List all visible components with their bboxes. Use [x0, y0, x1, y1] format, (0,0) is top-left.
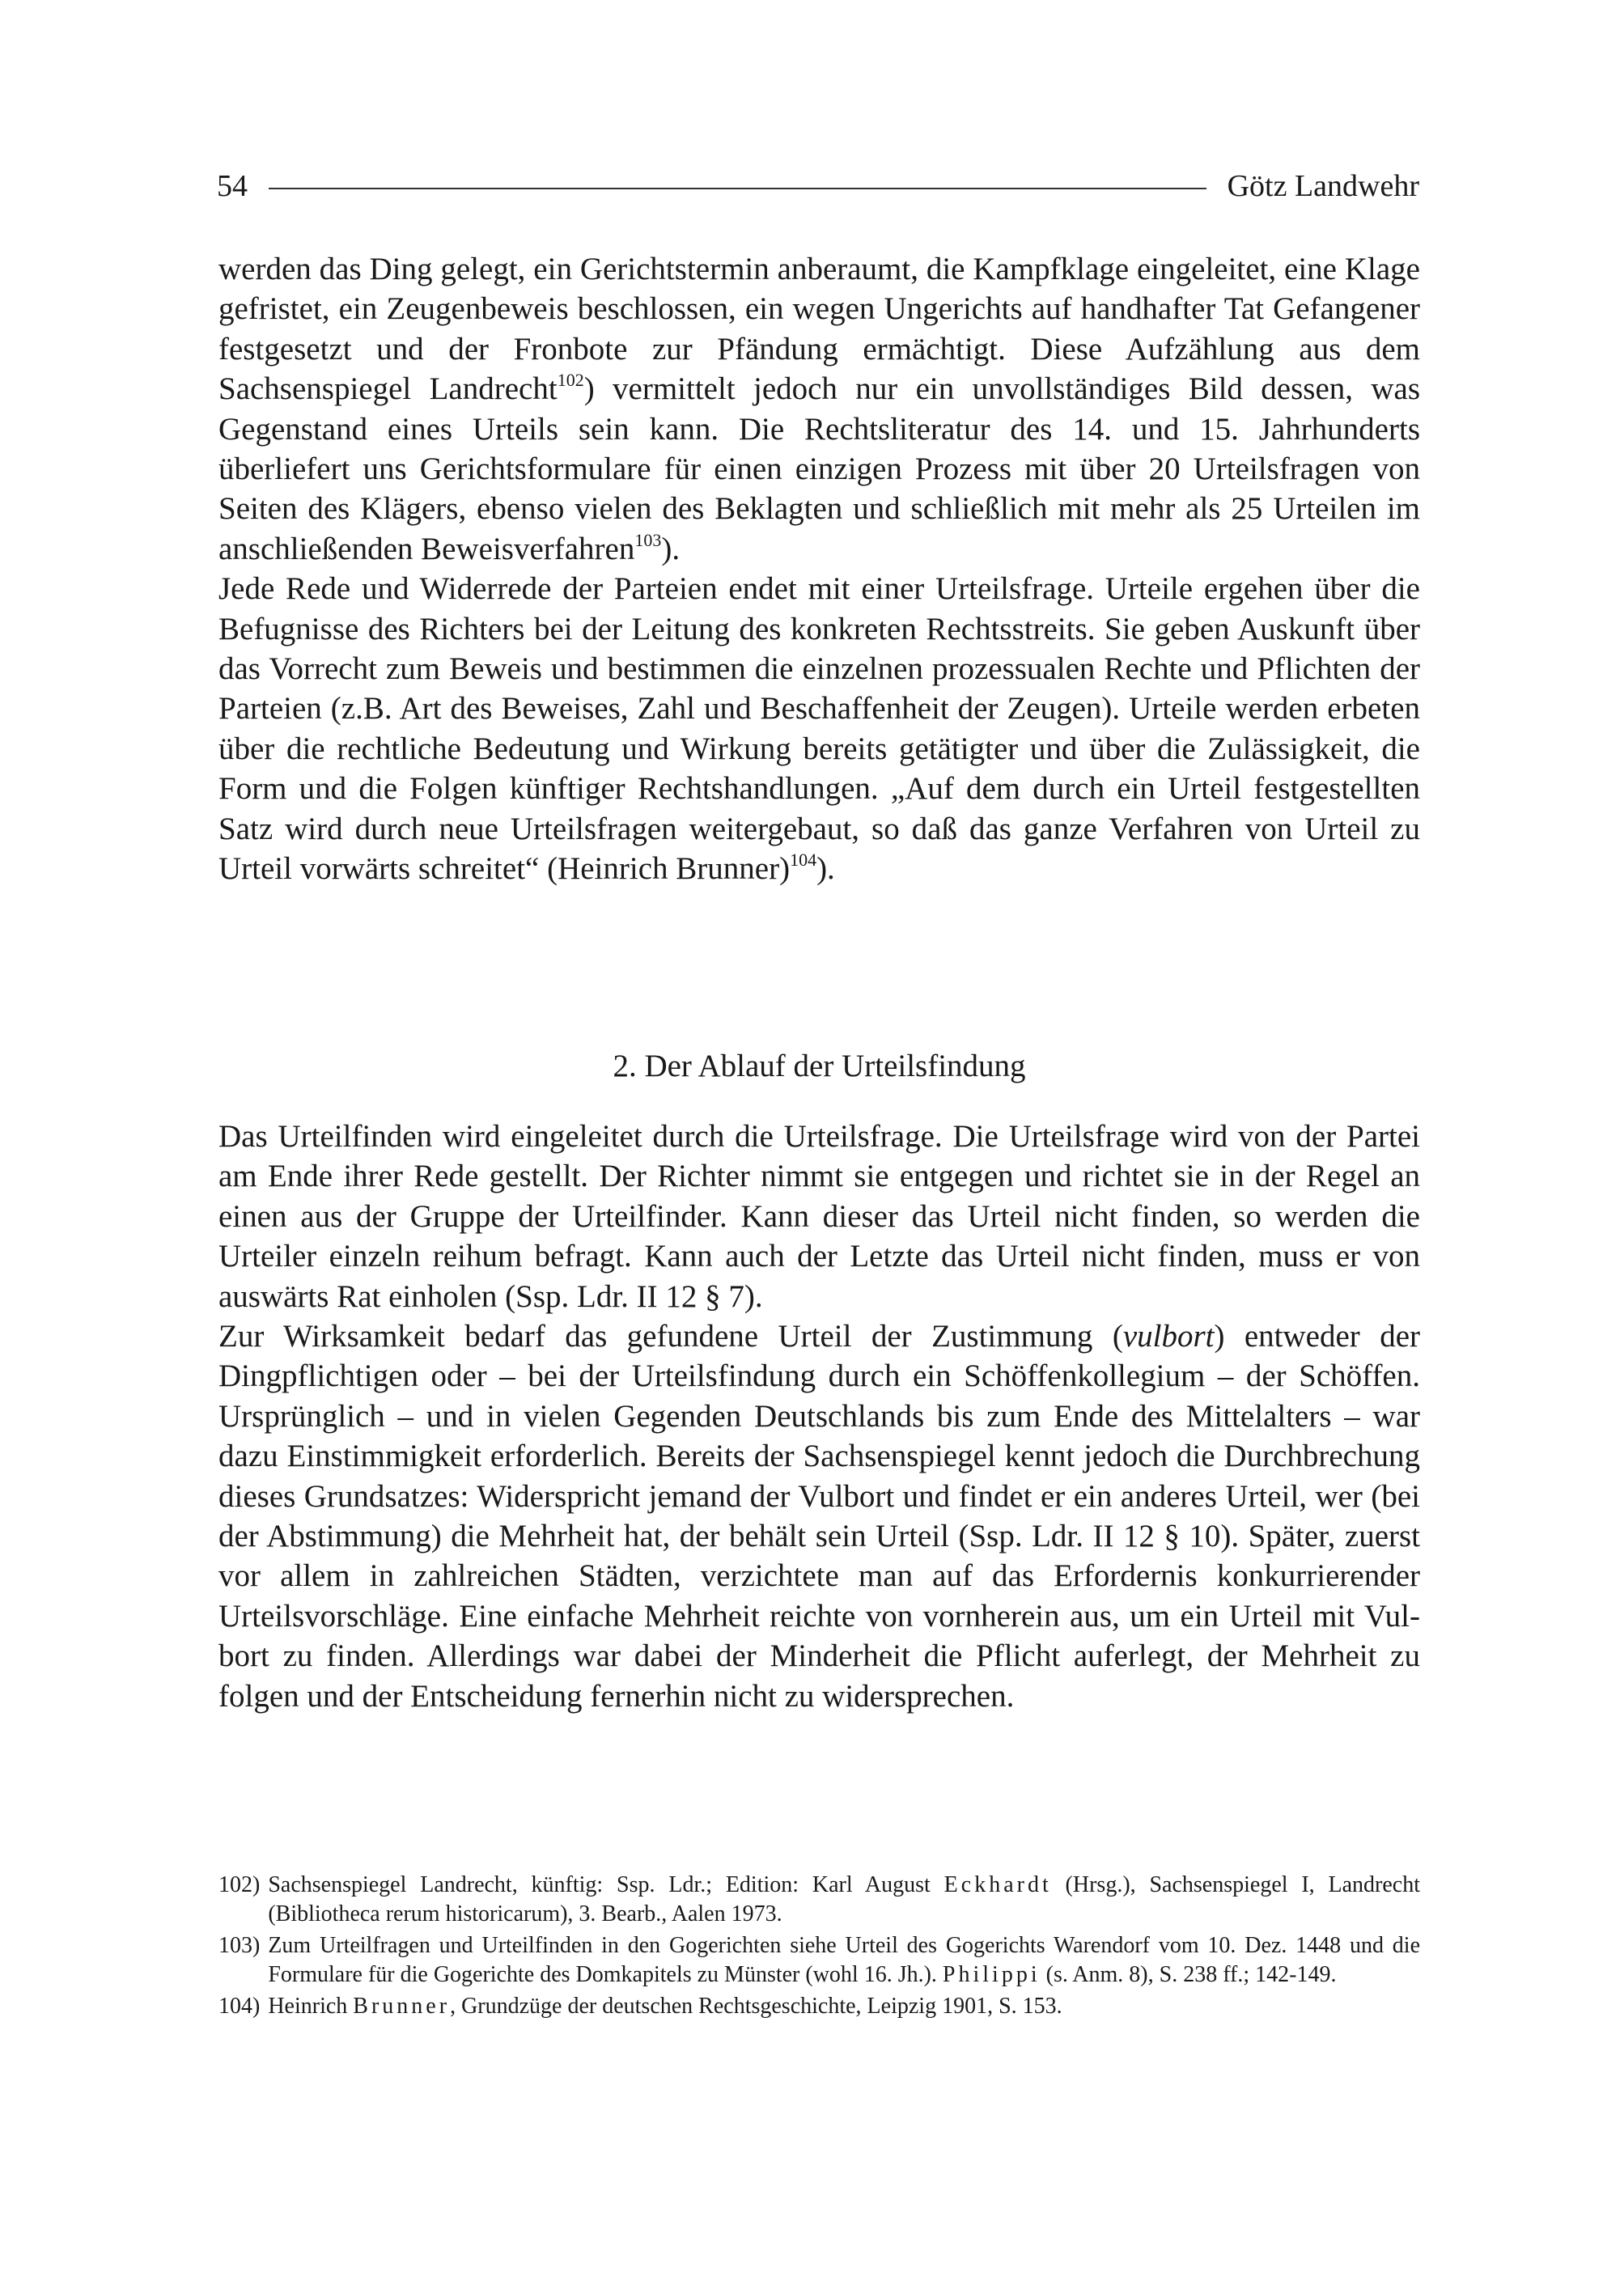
- paragraph-2-text-a: Jede Rede und Widerrede der Parteien endet mit einer Urteilsfrage. Urteile ergehen über die Befugnisse des Richters bei der Leitung des konkreten Rechtsstreits. Sie geben Auskunft über das Vorrecht zum Beweis und bestimmen die einzelnen prozessualen Rechte und Pflichten der Parteien (z.B. Art des Beweises, Zahl und Beschaffenheit der Zeugen). Urteile werden erbeten über die rechtliche Bedeutung und Wirkung bereits getätigter und über die Zulässigkeit, die Form und die Folgen künftiger Rechtshandlungen. „Auf dem durch ein Urteil festgestellten Satz wird durch neue Urteilsfragen weitergebaut, so daß das ganze Verfahren von Urteil zu Urteil vorwärts schreitet“ (Heinrich Brunner): [218, 571, 1420, 887]
- paragraph-4-text-b: ) entweder der Dingpflichtigen oder – bei der Urteilsfindung durch ein Schöffenkollegium – der Schöffen. Ursprünglich – und in vielen Gegenden Deutschlands bis zum Ende des Mittelalters – war dazu Einstimmigkeit erforderlich. Bereits der Sachsenspiegel kennt jedoch die Durchbrechung dieses Grundsatzes: Widerspricht jemand der Vulbort und findet er ein anderes Urteil, wer (bei der Abstimmung) die Mehrheit hat, der behält sein Urteil (Ssp. Ldr. II 12 § 10). Später, zuerst vor allem in zahlreichen Städten, verzichtete man auf das Erfordernis konkurrierender Urteilsvorschläge. Eine einfache Mehrheit reichte von vornherein aus, um ein Urteil mit Vulbort zu finden. Allerdings war dabei der Minderheit die Pflicht auferlegt, der Mehrheit zu folgen und der Entscheidung fernerhin nicht zu widersprechen.: [218, 1319, 1420, 1714]
- footnote-text-a: Sachsenspiegel Landrecht, künftig: Ssp. Ldr.; Edition: Karl August: [268, 1872, 944, 1897]
- paragraph-3: Das Urteilfinden wird eingeleitet durch die Urteilsfrage. Die Urteilsfrage wird von der Partei am Ende ihrer Rede gestellt. Der Richter nimmt sie entgegen und richtet sie in der Regel an einen aus der Gruppe der Urteilfinder. Kann dieser das Urteil nicht finden, so werden die Urteiler einzeln reihum befragt. Kann auch der Letzte das Urteil nicht finden, muss er von auswärts Rat einholen (Ssp. Ldr. II 12 § 7).: [218, 1119, 1420, 1314]
- footnote-102: [218, 1871, 1420, 1928]
- footnote-ref-104[interactable]: 104: [790, 850, 817, 871]
- footnote-text: [268, 1931, 1420, 1989]
- footnote-text-b: (s. Anm. 8), S. 238 ff.; 142-149.: [1040, 1961, 1337, 1987]
- footnote-number: 103): [218, 1933, 261, 1958]
- body-text-lower: [218, 1117, 1420, 1716]
- paragraph-1-text-b: ) vermittelt jedoch nur ein unvollständiges Bild dessen, was Gegenstand eines Urteils sein kann. Die Rechtsliteratur des 14. und 15. Jahrhunderts überliefert uns Gerichtsformulare für einen einzigen Prozess mit über 20 Urteilsfragen von Seiten des Klägers, ebenso vielen des Beklagten und schließlich mit mehr als 25 Urteilen im anschließenden Beweisverfahren: [218, 371, 1420, 566]
- term-vulbort: vulbort: [1122, 1319, 1215, 1354]
- paragraph-4-text-a: Zur Wirksamkeit bedarf das gefundene Urteil der Zustimmung (: [218, 1319, 1123, 1354]
- footnote-author: Philippi: [942, 1961, 1041, 1987]
- paragraph-1-text-c: ).: [661, 531, 681, 566]
- footnote-text: [268, 1871, 1420, 1928]
- running-head: [217, 166, 1419, 206]
- section-heading: 2. Der Ablauf der Urteilsfindung: [613, 1049, 1026, 1083]
- footnote-text-b: , Grundzüge der deutschen Rechtsgeschichte, Leipzig 1901, S. 153.: [450, 1994, 1062, 2019]
- footnote-103: [218, 1931, 1420, 1989]
- footnote-author: Eckhardt: [943, 1872, 1052, 1897]
- footnote-ref-103[interactable]: 103: [634, 529, 662, 550]
- page-number: 54: [217, 169, 248, 203]
- paragraph-2: [218, 569, 1420, 888]
- header-rule: [269, 188, 1206, 189]
- running-head-author: Götz Landwehr: [1227, 169, 1419, 203]
- paragraph-2-text-b: ).: [816, 851, 835, 887]
- footnote-number: 104): [218, 1994, 261, 2019]
- paragraph-1: [218, 249, 1420, 569]
- footnote-text: [268, 1992, 1420, 2021]
- footnote-number: 102): [218, 1872, 261, 1897]
- footnote-ref-102[interactable]: 102: [557, 370, 584, 391]
- footnote-text-b: (Hrsg.), Sachsenspiegel I, Landrecht (Bibliotheca rerum historicarum), 3. Bearb., Aalen 1973.: [268, 1872, 1421, 1926]
- paragraph-1-text-a: werden das Ding gelegt, ein Gerichtstermin anberaumt, die Kampfklage eingeleitet, eine Klage gefristet, ein Zeugenbeweis beschlossen, ein wegen Ungerichts auf handhafter Tat Gefangener festgesetzt und der Fronbote zur Pfändung ermächtigt. Diese Aufzählung aus dem Sachsenspiegel Landrecht: [218, 252, 1420, 407]
- footnote-text-a: Heinrich: [268, 1994, 354, 2019]
- body-text-upper: [218, 249, 1420, 889]
- footnote-text-a: Zum Urteilfragen und Urteilfinden in den Gogerichten siehe Urteil des Gogerichts Warendorf vom 10. Dez. 1448 und die Formulare für die Gogerichte des Domkapitels zu Münster (wohl 16. Jh.).: [268, 1933, 1420, 1987]
- footnote-author: Brunner: [353, 1994, 451, 2019]
- paragraph-4: [218, 1316, 1420, 1716]
- footnotes: [218, 1871, 1420, 2024]
- footnote-104: [218, 1992, 1420, 2021]
